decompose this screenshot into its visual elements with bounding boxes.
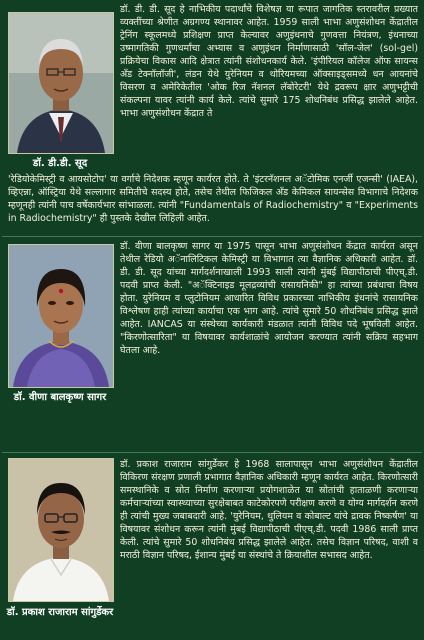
portrait-photo-sagar: [8, 244, 114, 388]
bio-paragraph: डॉ. डी. डी. सूद हे नाभिकीय पदार्थांचे विशेषज्ञ या रूपात जागतिक स्तरावरील प्रख्यात व्यक्तींच्या श्रेणीत अग्रगण्य स्थानावर आहेत. 1959 साली भाभा अणुसंशोधन केंद्रातील ट्रेनिंग स्कूलमध्ये प्रशिक्षण प्राप्त केल्यावर अणुइंधनाचे गुणवत्ता नियंत्रण, इंधनाच्या उष्मागतिकी गुणधर्मांचा अभ्यास व अणुइंधन निर्माणासाठी 'सॉल-जेल' (sol-gel) प्रक्रियेचा विकास आदि क्षेत्रात त्यांनी संशोधनकार्य केले. 'इंपीरियल कॉलेज ऑफ सायन्स अँड टेक्नॉलॉजी', लंडन येथे युरेनियम व थोरियमच्या ऑक्साइड्समध्ये धन आयनांचे विसरण व अमेरिकेतील 'ओक रिज नॅशनल लॅबोरेटरी' येथे द्रवरूप क्षार अणुभट्टीची संकल्पना यावर त्यांनी कार्य केले. त्यांचे सुमारे 175 शोधनिबंध प्रसिद्ध झालेले आहेत. भाभा अणुसंशोधन केंद्रात ते: [120, 4, 418, 119]
bio-sood-top: [120, 3, 418, 173]
divider: [2, 452, 422, 453]
bio-paragraph: डॉ. प्रकाश राजाराम सांगुर्डेकर हे 1968 सालापासून भाभा अणुसंशोधन केंद्रातील विकिरण संरक्षण प्रणाली प्रभागात वैज्ञानिक अधिकारी म्हणून कार्यरत आहेत. किरणोत्सारी समस्थानिके व स्रोत निर्माण करणाऱ्या प्रयोगशाळेत या स्रोतांची हाताळणी करणाऱ्या कर्मचाऱ्यांच्या स्वास्थ्याच्या सुरक्षेबाबत काटेकोरपणे परीक्षण करणे व योग्य मार्गदर्शन करणे ही त्यांची मुख्य जबाबदारी आहे. 'युरेनियम, थुलियम व कोबाल्ट यांचे द्रावक निष्कर्षण' या विषयावर संशोधन करून त्यांनी मुंबई विद्यापीठाची पीएच्.डी. पदवी 1986 साली प्राप्त केली. त्यांचे सुमारे 50 शोधनिबंध प्रसिद्ध झालेले आहेत. तसेच विज्ञान परिषद, वाशी व मराठी विज्ञान परिषद, ईशान्य मुंबई या संस्थांचे ते क्रियाशील सभासद आहेत.: [120, 459, 418, 561]
divider: [2, 236, 422, 237]
portrait-image: [9, 13, 113, 153]
portrait-image: [9, 245, 113, 387]
bio-paragraph: डॉ. वीणा बालकृष्ण सागर या 1975 पासून भाभा अणुसंशोधन केंद्रात कार्यरत असून तेथील रेडियो अॅनालिटिकल केमिस्ट्री या विभागात त्या वैज्ञानिक अधिकारी आहेत. डॉ. डी. डी. सूद यांच्या मार्गदर्शनाखाली 1993 साली त्यांनी मुंबई विद्यापीठाची पीएच्.डी. पदवी प्राप्त केली. "अॅक्टिनाइड मूलद्रव्यांची रासायनिकी" हा त्यांच्या प्रबंधाचा विषय होता. युरेनियम व प्लुटोनियम आधारित विविध प्रकारच्या नाभिकीय इंधनांचे रासायनिक विश्लेषण हाही त्यांच्या कार्याचा एक भाग आहे. त्यांचे सुमारे 50 शोधनिबंध प्रसिद्ध झाले आहेत. IANCAS या संस्थेच्या कार्यकारी मंडळात त्यांनी विविध पदे भूषविली आहेत. "किरणोत्सारिता" या विषयावर कार्यशाळांचे आयोजन करण्यात त्यांनी सक्रिय सहभाग घेतला आहे.: [120, 241, 418, 356]
bio-paragraph: 'रेडियोकेमिस्ट्री व आयसोटोप' या वर्गाचे निदेशक म्हणून कार्यरत होते. ते 'इंटरनॅशनल अॅटोमिक एनर्जी एजन्सी' (IAEA), व्हिएन्ना, ऑस्ट्रिया येथे सल्लागार समितीचे सदस्य होते, तसेच तेथील फिजिकल अँड केमिकल सायन्सेस विभागाचे निदेशक म्हणूनही त्यांनी पाच वर्षेकार्यभार सांभाळला. त्यांनी "Fundamentals of Radiochemistry" व "Experiments in Radiochemistry" ही पुस्तके देखील लिहिली आहेत.: [8, 174, 418, 224]
bio-sangurdekar: [120, 458, 418, 628]
portrait-photo-sangurdekar: [8, 458, 114, 602]
portrait-photo-sood: [8, 12, 114, 154]
caption-sood: डॉ. डी.डी. सूद: [32, 158, 88, 169]
caption-sangurdekar: डॉ. प्रकाश राजाराम सांगुर्डेकर: [6, 607, 114, 618]
portrait-image: [9, 459, 113, 601]
bio-sagar: [120, 240, 418, 448]
bio-sood-bottom: [8, 173, 418, 231]
caption-sagar: डॉ. वीणा बालकृष्ण सागर: [13, 392, 107, 403]
